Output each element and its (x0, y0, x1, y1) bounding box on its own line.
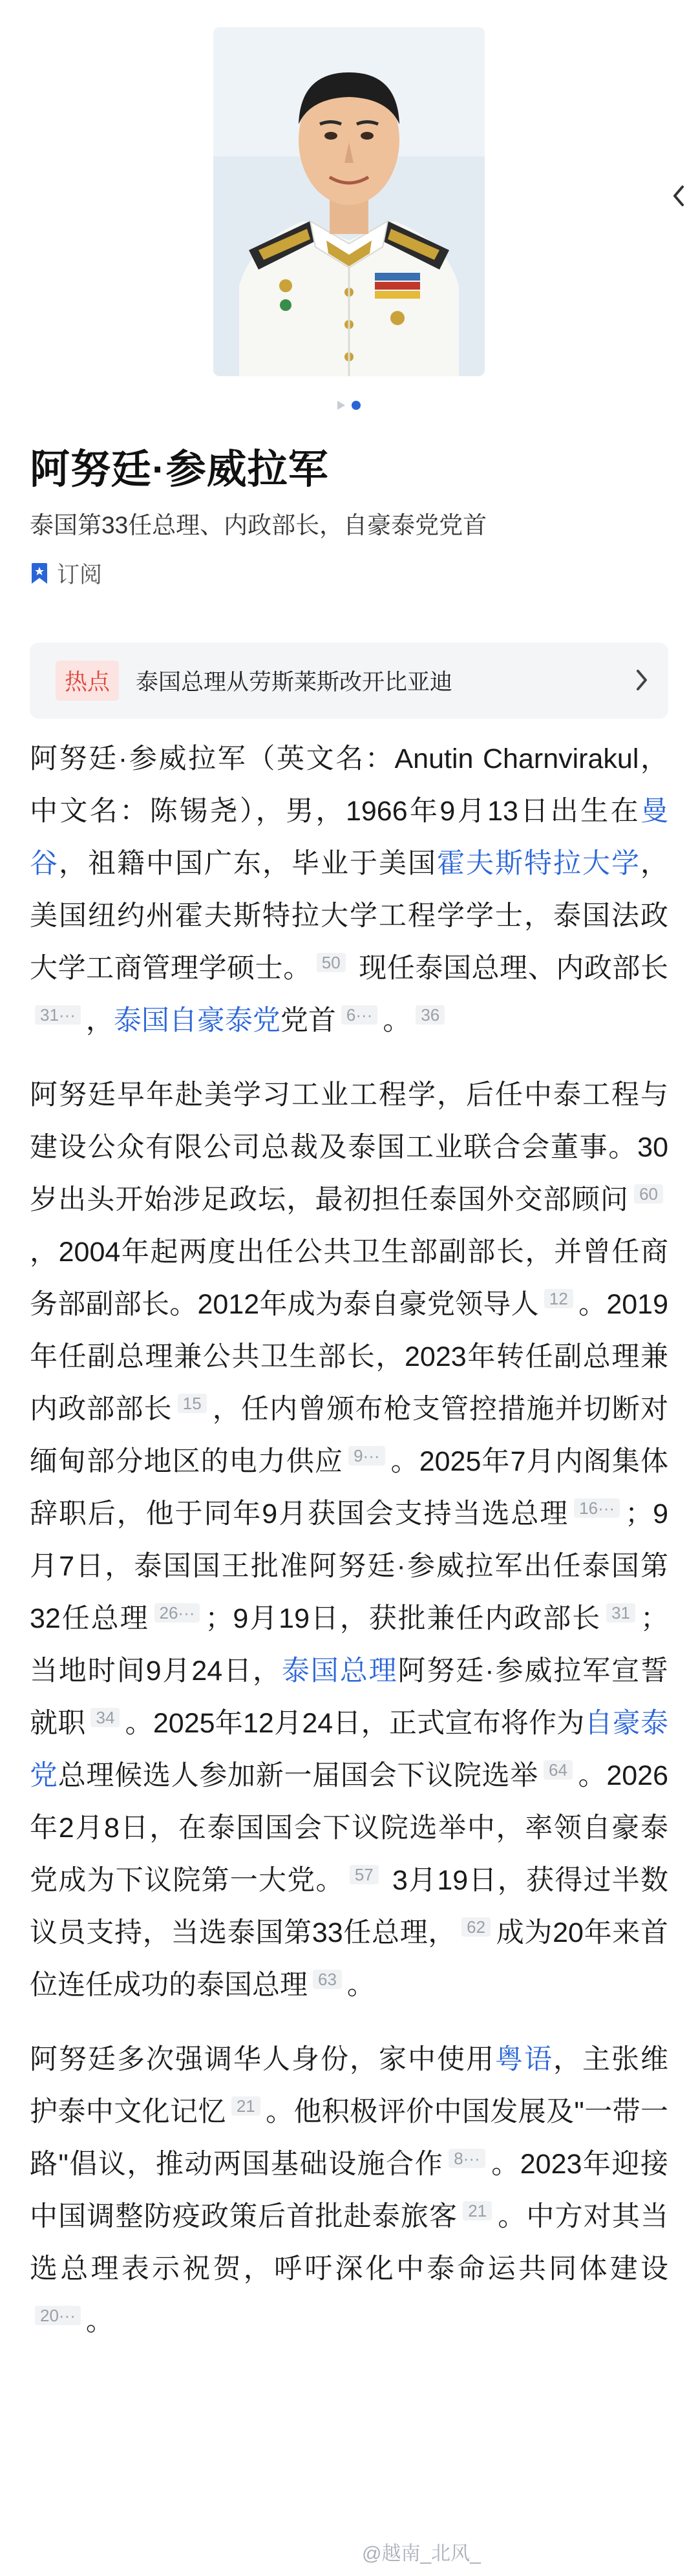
text: 。2026年2月8日，在泰国国会下议院选举中，率领自豪泰党成为下议院第一大党。 (30, 1760, 669, 1896)
text: ， (85, 1005, 114, 1036)
link-bhumjaithai[interactable]: 自豪泰党 (30, 1708, 669, 1791)
text: 。2019年任副总理兼公共卫生部长，2023年转任副总理兼内政部部长 (30, 1289, 668, 1425)
text: 。 (346, 1970, 375, 2001)
citation-ref[interactable]: 62 (461, 1917, 491, 1937)
text: 。他积极评价中国发展及"一带一路"倡议，推动两国基础设施合作 (30, 2096, 669, 2180)
text: ，祖籍中国广东，毕业于美国 (59, 848, 437, 879)
portrait-photo[interactable] (213, 27, 485, 376)
text: ；9月7日，泰国国王批准阿努廷·参威拉军出任泰国第32任总理 (30, 1498, 668, 1634)
subscribe-button[interactable] (30, 557, 102, 590)
chevron-right-icon (635, 668, 649, 692)
citation-ref[interactable]: 9··· (348, 1446, 385, 1465)
citation-ref[interactable]: 8··· (449, 2149, 485, 2168)
link-hofstra-university[interactable]: 霍夫斯特拉大学 (437, 848, 640, 879)
text: 阿努廷多次强调华人身份，家中使用 (30, 2044, 495, 2075)
chevron-left-icon (672, 185, 685, 207)
watermark: @越南_北风_ (362, 2543, 481, 2564)
gallery-indicator (0, 401, 698, 410)
gallery-dot-active (352, 401, 361, 410)
text: ，主张维护泰中文化记忆 (30, 2044, 668, 2127)
text: 阿努廷·参威拉军宣誓就职 (30, 1655, 669, 1739)
citation-ref[interactable]: 36 (416, 1005, 445, 1025)
subscribe-label: 订阅 (57, 562, 103, 588)
citation-ref[interactable]: 31··· (35, 1005, 81, 1025)
link-thai-prime-minister[interactable]: 泰国总理 (281, 1655, 398, 1687)
gallery-back-button[interactable] (667, 180, 690, 212)
text: 阿努廷·参威拉军（英文名：Anutin Charnvirakul，中文名：陈锡尧），男，1966年9月13日出生在 (30, 743, 668, 827)
citation-ref[interactable]: 6··· (341, 1005, 377, 1025)
text: 党首 (280, 1005, 336, 1036)
link-cantonese[interactable]: 粤语 (495, 2044, 553, 2075)
text: ；当地时间9月24日， (30, 1603, 668, 1687)
text: 3月19日，获得过半数议员支持，当选泰国第33任总理， (30, 1865, 668, 1948)
hot-news-text: 泰国总理从劳斯莱斯改开比亚迪 (136, 670, 453, 695)
video-indicator-icon (337, 401, 345, 410)
citation-ref[interactable]: 21 (463, 2201, 492, 2220)
text: ；9月19日，获批兼任内政部长 (205, 1603, 602, 1634)
text: 成为20年来首位连任成功的泰国总理 (30, 1917, 668, 2001)
link-bangkok[interactable]: 曼谷 (30, 796, 668, 879)
text: 总理候选人参加新一届国会下议院选举 (58, 1760, 538, 1791)
text: ，2004年起两度出任公共卫生部副部长，并曾任商务部副部长。2012年成为泰自豪党领导人 (30, 1237, 668, 1320)
paragraph-career (30, 1069, 668, 2012)
text: ，任内曾颁布枪支管控措施并切断对缅甸部分地区的电力供应 (30, 1394, 669, 1477)
page-title: 阿努廷·参威拉军 (30, 447, 329, 492)
article-body (30, 733, 668, 2370)
citation-ref[interactable]: 50 (317, 953, 346, 972)
citation-ref[interactable]: 64 (544, 1760, 573, 1780)
citation-ref[interactable]: 63 (313, 1970, 342, 1989)
citation-ref[interactable]: 57 (350, 1865, 379, 1884)
citation-ref[interactable]: 12 (544, 1289, 573, 1308)
citation-ref[interactable]: 31 (606, 1603, 635, 1623)
photo-gallery[interactable] (0, 0, 698, 427)
hot-news-bar[interactable] (30, 643, 668, 719)
text: 。 (383, 1005, 411, 1036)
text: ，美国纽约州霍夫斯特拉大学工程学学士，泰国法政大学工商管理学硕士。 (30, 848, 668, 984)
text: 阿努廷早年赴美学习工业工程学，后任中泰工程与建设公众有限公司总裁及泰国工业联合会董事。30岁出头开始涉足政坛，最初担任泰国外交部顾问 (30, 1080, 668, 1215)
paragraph-intro (30, 733, 668, 1047)
citation-ref[interactable]: 20··· (35, 2306, 81, 2325)
citation-ref[interactable]: 16··· (574, 1498, 620, 1518)
text: 。2025年7月内阁集体辞职后，他于同年9月获国会支持当选总理 (30, 1446, 668, 1529)
citation-ref[interactable]: 60 (634, 1184, 663, 1204)
text: 。 (85, 2306, 114, 2337)
bookmark-icon (30, 562, 49, 584)
citation-ref[interactable]: 15 (178, 1394, 207, 1413)
text: 。2025年12月24日，正式宣布将作为 (125, 1708, 585, 1739)
hot-tag: 热点 (56, 661, 119, 701)
citation-ref[interactable]: 34 (90, 1708, 120, 1727)
page-subtitle: 泰国第33任总理、内政部长，自豪泰党党首 (30, 512, 487, 538)
link-bhumjaithai-party[interactable]: 泰国自豪泰党 (113, 1005, 280, 1036)
paragraph-china-relations (30, 2034, 668, 2348)
text: 现任泰国总理、内政部长 (350, 953, 669, 984)
text: 。2023年迎接中国调整防疫政策后首批赴泰旅客 (30, 2149, 668, 2232)
text: 。中方对其当选总理表示祝贺，呼吁深化中泰命运共同体建设 (30, 2201, 669, 2284)
citation-ref[interactable]: 26··· (154, 1603, 200, 1623)
citation-ref[interactable]: 21 (231, 2096, 260, 2116)
